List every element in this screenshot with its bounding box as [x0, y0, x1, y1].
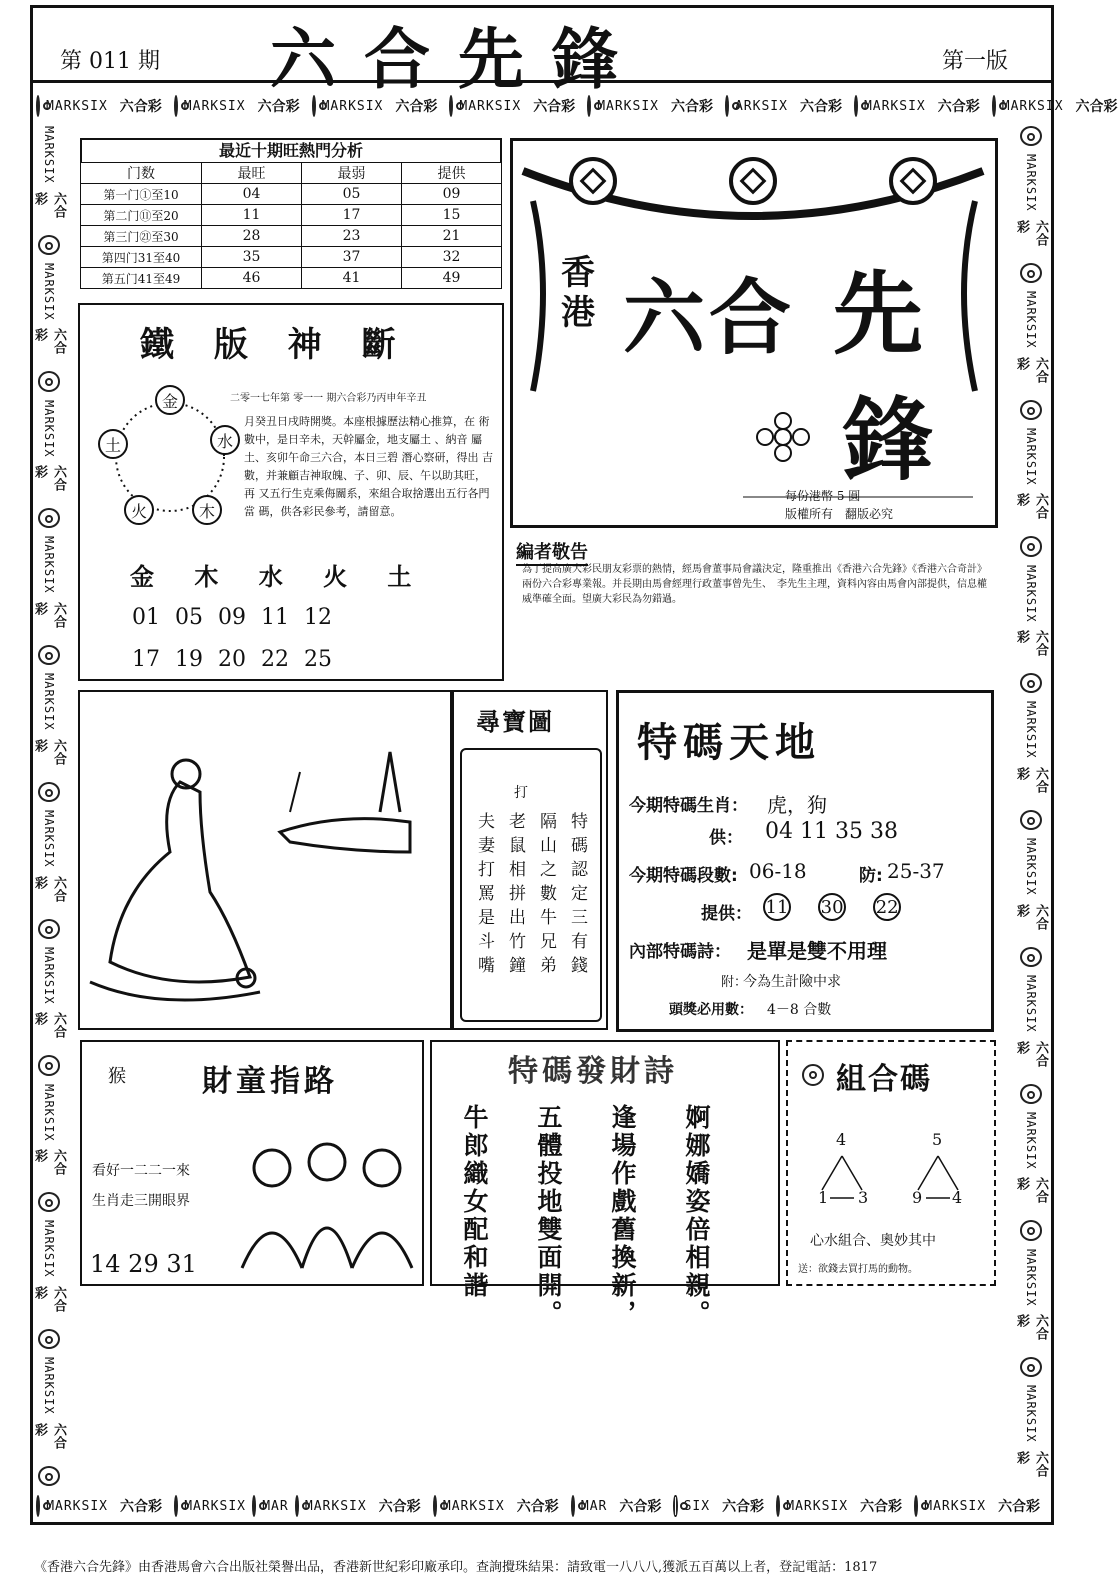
banner-text: MAR [580, 1498, 608, 1514]
banner-lhc: 六合彩 [1014, 1177, 1048, 1204]
flower-icon [1020, 263, 1042, 283]
banner-text: MARKSIX [42, 809, 56, 868]
banner-lhc: 六合彩 [799, 99, 842, 115]
row-label: 第四门31至40 [81, 247, 202, 268]
flower-icon [776, 1495, 780, 1517]
banner-lhc: 六合彩 [1014, 219, 1048, 246]
tema-note-label: 附： [721, 975, 748, 990]
masthead-title: 六合先鋒 [270, 21, 646, 98]
flower-icon [38, 508, 60, 528]
tip-value: 09 [402, 184, 502, 205]
flower-icon [1020, 673, 1042, 693]
wealth-numbers: 14 29 31 [90, 1250, 197, 1278]
treasure-grid [472, 812, 590, 980]
flower-icon [992, 95, 996, 117]
footer-text: 《香港六合先鋒》由香港馬會六合出版社榮譽出品，香港新世紀彩印廠承印。查詢攪珠結果：請致電一八八八,獲派五百萬以上者，登記電話：1817 [34, 1560, 878, 1575]
flower-icon [312, 95, 316, 117]
tema-segment: 06-18 [749, 859, 807, 883]
wealth-title: 財童指路 [202, 1064, 338, 1099]
flower-icon [36, 1495, 40, 1517]
cover-title-c: 鋒 [843, 388, 933, 493]
cover-rights: 版權所有 翻版必究 [785, 507, 894, 521]
banner-lhc: 六合彩 [1014, 630, 1048, 657]
right-banner [1014, 126, 1048, 1486]
combo-right-bl: 9 [912, 1188, 923, 1207]
tieban-numbers-2: 17 19 20 22 25 [132, 647, 332, 672]
banner-lhc: 六合彩 [1014, 356, 1048, 383]
wealth-zodiac: 猴 [108, 1066, 126, 1087]
element-wood: 木 [192, 495, 222, 525]
tema-zodiac-label: 今期特碼生肖： [629, 796, 748, 816]
banner-lhc: 六合彩 [395, 99, 438, 115]
banner-lhc: 六合彩 [722, 1499, 765, 1515]
banner-lhc: 六合彩 [619, 1499, 662, 1515]
tieban-numbers-1: 01 05 09 11 12 [132, 605, 332, 630]
banner-text: MARKSIX [46, 1498, 108, 1514]
banner-lhc: 六合彩 [533, 99, 576, 115]
verse-col: 五體投地雙面開。 [534, 1104, 563, 1328]
banner-text: MARKSIX [42, 399, 56, 458]
banner-lhc: 六合彩 [1014, 493, 1048, 520]
edition-label: 第一版 [942, 49, 1009, 74]
tema-zodiac: 虎，狗 [767, 793, 827, 817]
table-row [81, 226, 502, 247]
hot-table-grid [80, 162, 502, 289]
flower-icon [449, 95, 453, 117]
banner-text: MARKSIX [42, 262, 56, 321]
hot-value: 46 [202, 268, 302, 289]
cover-title-b: 先 [833, 262, 923, 367]
combo-panel [786, 1040, 996, 1286]
banner-text: MARKSIX [1024, 154, 1038, 212]
banner-text: ARKSIX [734, 98, 788, 114]
treasure-col: 夫妻打罵是斗嘴 [474, 812, 494, 980]
element-fire: 火 [124, 495, 154, 525]
weak-value: 23 [302, 226, 402, 247]
flower-icon [1020, 400, 1042, 420]
treasure-title: 尋寶圖 [476, 708, 554, 736]
tip-value: 49 [402, 268, 502, 289]
flower-icon [1020, 1084, 1042, 1104]
banner-lhc: 六合彩 [1014, 903, 1048, 930]
banner-lhc: 六合彩 [860, 1499, 903, 1515]
banner-text: MARKSIX [42, 946, 56, 1005]
tema-tips [757, 893, 907, 921]
wealth-line2: 生肖走三開眼界 [92, 1193, 190, 1209]
tema-supply-label: 供： [709, 828, 743, 848]
banner-text: MARKSIX [1024, 838, 1038, 896]
banner-lhc: 六合彩 [1014, 1314, 1048, 1341]
flower-icon [38, 1192, 60, 1212]
flower-icon [433, 1495, 437, 1517]
banner-text: MARKSIX [42, 1357, 56, 1415]
banner-text: MARKSIX [1024, 701, 1038, 759]
col-header: 提供 [402, 163, 502, 184]
element-metal: 金 [155, 385, 185, 415]
banner-text: MARKSIX [183, 98, 246, 114]
banner-text: MARKSIX [442, 1498, 505, 1514]
flower-icon [1020, 536, 1042, 556]
banner-lhc: 六合彩 [32, 1012, 66, 1039]
combo-line: 心水組合、奧妙其中 [810, 1233, 936, 1249]
banner-text: MARKSIX [42, 1220, 56, 1278]
flower-icon [854, 95, 858, 117]
tema-tip-label: 提供： [701, 904, 752, 924]
flower-icon [38, 235, 60, 255]
banner-lhc: 六合彩 [378, 1499, 421, 1515]
weak-value: 37 [302, 247, 402, 268]
banner-lhc: 六合彩 [32, 1422, 66, 1449]
banner-lhc: 六合彩 [120, 1499, 162, 1515]
table-row [81, 205, 502, 226]
banner-text: MARKSIX [321, 98, 384, 114]
combo-left-br: 3 [858, 1188, 869, 1207]
treasure-panel [452, 690, 608, 1030]
flower-icon [673, 1495, 677, 1517]
weak-value: 17 [302, 205, 402, 226]
flower-icon [174, 1495, 178, 1517]
banner-text: MARKSIX [42, 126, 56, 184]
banner-text: SIX [683, 1498, 711, 1514]
tip-value: 21 [402, 226, 502, 247]
tieban-title: 鐵 版 神 斷 [140, 325, 410, 365]
flower-icon [1020, 947, 1042, 967]
tip-number: 11 [763, 893, 791, 921]
banner-text: MARKSIX [1024, 427, 1038, 486]
tema-segment-label: 今期特碼段數: [629, 866, 738, 886]
hot-value: 35 [202, 247, 302, 268]
flower-icon [1020, 1220, 1042, 1240]
combo-left-bl: 1 [818, 1188, 829, 1207]
sage-drawing [80, 692, 450, 1028]
treasure-col: 特碼認定三有錢 [567, 812, 587, 980]
banner-text: MARKSIX [1024, 290, 1038, 349]
flower-icon [38, 645, 60, 665]
tema-panel [616, 690, 994, 1032]
banner-text: MARKSIX [786, 1498, 849, 1514]
flower-icon [174, 95, 178, 117]
flower-icon [38, 1329, 60, 1349]
col-header: 最弱 [302, 163, 402, 184]
tip-value: 32 [402, 247, 502, 268]
combo-right-top: 5 [932, 1130, 943, 1149]
verse-panel [430, 1040, 780, 1328]
row-label: 第二门⑪至20 [81, 205, 202, 226]
flower-icon [1020, 1357, 1042, 1377]
cover-hk: 香港 [561, 253, 595, 333]
children-drawing [232, 1138, 422, 1278]
banner-text: MARKSIX [863, 98, 926, 114]
weak-value: 05 [302, 184, 402, 205]
wealth-line1: 看好一二二一來 [92, 1163, 190, 1179]
flower-icon [38, 1466, 60, 1486]
table-row [81, 247, 502, 268]
banner-text: MARKSIX [597, 98, 659, 114]
flower-icon [295, 1495, 299, 1517]
notice-panel [510, 532, 996, 622]
banner-text: MARKSIX [1024, 1111, 1038, 1170]
flower-icon [802, 1064, 824, 1086]
banner-lhc: 六合彩 [516, 1499, 559, 1515]
combo-tip: 送：欲錢去買打馬的動物。 [798, 1264, 918, 1275]
flower-icon [571, 1495, 575, 1517]
flower-icon [914, 1495, 918, 1517]
tema-supply: 04 11 35 38 [765, 819, 898, 844]
tema-head-label: 頭獎必用數： [669, 1002, 753, 1018]
sage-illustration-panel [78, 690, 452, 1030]
banner-text: MARKSIX [46, 98, 108, 114]
verse-col: 婀娜嬌姿倍相親。 [682, 1104, 711, 1328]
notice-title: 編者敬告 [516, 538, 588, 566]
row-label: 第一门①至10 [81, 184, 202, 205]
tieban-date: 二零一七年第 零一一 期六合彩乃丙申年辛丑 [230, 393, 427, 404]
banner-lhc: 六合彩 [32, 738, 66, 765]
banner-lhc: 六合彩 [32, 601, 66, 628]
banner-text: MARKSIX [1024, 1385, 1038, 1443]
banner-lhc: 六合彩 [1014, 1040, 1048, 1067]
banner-lhc: 六合彩 [998, 1499, 1041, 1515]
banner-lhc: 六合彩 [1014, 1450, 1048, 1477]
tieban-text: 月癸丑日戌時開獎。本座根據歷法精心推算，在 術數中，是日辛未，天幹屬金，地支屬土 、納音 屬土、亥卯午命三六合，本日三碧 潛心察研，得出 吉數，并兼顧吉神取魄、子、卯、辰、午以助其旺，再 又五行生克乘侮關系，來組合取捨選出五行各門當 碼，供各彩民參考，請留意。 [244, 415, 493, 518]
flower-icon [38, 919, 60, 939]
banner-text: MARKSIX [42, 536, 56, 594]
combo-right-br: 4 [952, 1188, 963, 1207]
tema-poem: 是單是雙不用理 [747, 939, 887, 963]
tip-number: 30 [818, 893, 846, 921]
tema-title: 特碼天地 [637, 720, 821, 766]
wealth-panel [80, 1040, 424, 1286]
combo-left-top: 4 [836, 1130, 847, 1149]
element-water: 水 [210, 425, 240, 455]
treasure-col: 隔山之數牛兄弟 [536, 812, 556, 980]
tip-value: 15 [402, 205, 502, 226]
hot-value: 11 [202, 205, 302, 226]
notice-text: 為了提高廣大彩民朋友彩票的熱情，經馬會董事局會議決定，隆重推出《香港六合先鋒》《香港六合奇計》兩份六合彩專業報。并長期由馬會經理行政董事曾先生、 李先生主理，資料內容由馬會內部提供，信息權威準確全面。望廣大彩民為勿錯過。 [522, 564, 987, 605]
banner-lhc: 六合彩 [257, 99, 300, 115]
banner-lhc: 六合彩 [32, 191, 66, 218]
banner-text: MARKSIX [184, 1498, 246, 1514]
hot-cold-table [80, 138, 502, 289]
tieban-panel [78, 303, 504, 681]
banner-text: MARKSIX [1024, 564, 1038, 623]
element-earth: 土 [98, 429, 128, 459]
table-row [81, 268, 502, 289]
banner-lhc: 六合彩 [32, 465, 66, 492]
tema-guard-label: 防: [859, 866, 883, 886]
weak-value: 41 [302, 268, 402, 289]
banner-lhc: 六合彩 [1014, 766, 1048, 793]
banner-lhc: 六合彩 [119, 99, 162, 115]
flower-icon [1020, 126, 1042, 146]
flower-icon [1020, 810, 1042, 830]
banner-text: MARKSIX [1001, 98, 1064, 114]
verse-title: 特碼發財詩 [508, 1054, 678, 1089]
flower-icon [725, 95, 729, 117]
flower-icon [36, 95, 40, 117]
flower-icon [587, 95, 591, 117]
treasure-header: 打 [514, 785, 528, 801]
hot-value: 04 [202, 184, 302, 205]
tip-number: 22 [873, 893, 901, 921]
issue-number: 第 011 期 [60, 49, 160, 74]
tema-guard: 25-37 [887, 859, 945, 883]
flower-icon [38, 782, 60, 802]
banner-lhc: 六合彩 [32, 1149, 66, 1176]
banner-text: MARKSIX [42, 1083, 56, 1142]
col-header: 门数 [81, 163, 202, 184]
hot-table-title: 最近十期旺熱門分析 [80, 138, 502, 162]
cover-price: 每份港幣 5 圓 [785, 489, 861, 503]
flower-icon [38, 371, 60, 391]
bottom-banner [36, 1492, 1046, 1520]
col-header: 最旺 [202, 163, 302, 184]
banner-text: MARKSIX [304, 1498, 367, 1514]
verse-col: 逢場作戲舊換新， [608, 1104, 637, 1328]
banner-text: MARKSIX [1024, 974, 1038, 1033]
banner-text: MAR [262, 1498, 289, 1514]
table-row [81, 184, 502, 205]
top-banner [36, 92, 1118, 120]
treasure-col: 老鼠相拼出竹鐘 [505, 812, 525, 980]
combo-title: 組合碼 [836, 1062, 932, 1097]
flower-icon [38, 1055, 60, 1075]
flower-icon [252, 1495, 256, 1517]
cover-title-a: 六合 [623, 271, 796, 366]
banner-text: MARKSIX [1024, 1248, 1038, 1307]
banner-lhc: 六合彩 [32, 328, 66, 355]
tema-poem-label: 內部特碼詩： [629, 942, 731, 962]
banner-lhc: 六合彩 [32, 1285, 66, 1312]
tema-head: 4－8 合數 [767, 1002, 832, 1018]
banner-text: MARKSIX [42, 673, 56, 731]
banner-text: MARKSIX [924, 1498, 987, 1514]
banner-lhc: 六合彩 [1075, 99, 1118, 115]
row-label: 第三门㉑至30 [81, 226, 202, 247]
verse-col: 牛郎織女配和諧 [460, 1104, 489, 1300]
element-row: 金 木 水 火 土 [130, 563, 428, 591]
banner-text: MARKSIX [459, 98, 522, 114]
row-label: 第五门41至49 [81, 268, 202, 289]
verse-columns [456, 1104, 714, 1328]
left-banner [32, 126, 66, 1486]
banner-lhc: 六合彩 [670, 99, 713, 115]
tema-note: 今為生計險中求 [743, 974, 841, 990]
banner-lhc: 六合彩 [32, 875, 66, 902]
banner-lhc: 六合彩 [937, 99, 980, 115]
cover-panel [510, 138, 998, 528]
hot-value: 28 [202, 226, 302, 247]
